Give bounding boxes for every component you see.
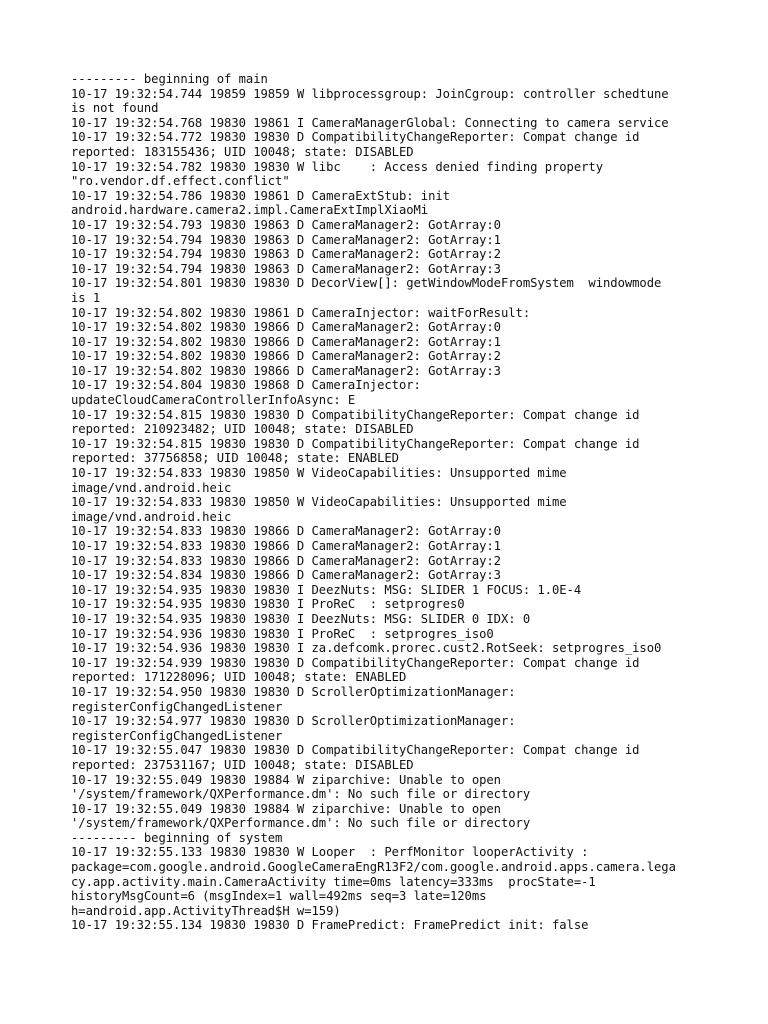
log-line: reported: 237531167; UID 10048; state: DISABLED bbox=[71, 757, 414, 772]
log-line: 10-17 19:32:54.833 19830 19866 D CameraManager2: GotArray:2 bbox=[71, 553, 501, 568]
log-line: is not found bbox=[71, 101, 159, 116]
log-line: 10-17 19:32:54.804 19830 19868 D CameraInjector: bbox=[71, 378, 421, 393]
log-line: 10-17 19:32:54.794 19830 19863 D CameraManager2: GotArray:2 bbox=[71, 247, 501, 262]
log-line: 10-17 19:32:54.939 19830 19830 D CompatibilityChangeReporter: Compat change id bbox=[71, 655, 640, 670]
log-line: 10-17 19:32:54.768 19830 19861 I CameraManagerGlobal: Connecting to camera service bbox=[71, 115, 669, 130]
log-line: 10-17 19:32:54.834 19830 19866 D CameraManager2: GotArray:3 bbox=[71, 568, 501, 583]
log-line: 10-17 19:32:54.977 19830 19830 D ScrollerOptimizationManager: bbox=[71, 714, 516, 729]
log-line: 10-17 19:32:54.802 19830 19866 D CameraManager2: GotArray:2 bbox=[71, 349, 501, 364]
log-line: 10-17 19:32:54.833 19830 19866 D CameraManager2: GotArray:0 bbox=[71, 524, 501, 539]
log-line: '/system/framework/QXPerformance.dm': No such file or directory bbox=[71, 816, 531, 831]
log-line: 10-17 19:32:55.049 19830 19884 W ziparchive: Unable to open bbox=[71, 772, 501, 787]
log-line: --------- beginning of main bbox=[71, 72, 268, 86]
log-line: 10-17 19:32:54.935 19830 19830 I ProReC : setprogres0 bbox=[71, 597, 465, 612]
log-line: 10-17 19:32:54.935 19830 19830 I DeezNuts: MSG: SLIDER 1 FOCUS: 1.0E-4 bbox=[71, 582, 582, 597]
log-line: 10-17 19:32:54.802 19830 19866 D CameraManager2: GotArray:3 bbox=[71, 363, 501, 378]
log-line: 10-17 19:32:54.794 19830 19863 D CameraManager2: GotArray:3 bbox=[71, 261, 501, 276]
log-line: package=com.google.android.GoogleCameraEngR13F2/com.google.android.apps.camera.lega bbox=[71, 860, 676, 875]
log-line: 10-17 19:32:54.936 19830 19830 I ProReC : setprogres_iso0 bbox=[71, 626, 494, 641]
log-line: 10-17 19:32:55.049 19830 19884 W ziparchive: Unable to open bbox=[71, 801, 501, 816]
log-line: image/vnd.android.heic bbox=[71, 480, 232, 495]
log-line: 10-17 19:32:54.801 19830 19830 D DecorView[]: getWindowModeFromSystem windowmode bbox=[71, 276, 662, 291]
log-line: is 1 bbox=[71, 290, 101, 305]
log-line: 10-17 19:32:54.935 19830 19830 I DeezNuts: MSG: SLIDER 0 IDX: 0 bbox=[71, 611, 531, 626]
log-line: 10-17 19:32:54.802 19830 19861 D CameraInjector: waitForResult: bbox=[71, 305, 531, 320]
log-document bbox=[71, 72, 711, 933]
log-line: 10-17 19:32:54.815 19830 19830 D CompatibilityChangeReporter: Compat change id bbox=[71, 436, 640, 451]
log-line: --------- beginning of system bbox=[71, 830, 283, 845]
log-line: 10-17 19:32:54.833 19830 19850 W VideoCapabilities: Unsupported mime bbox=[71, 466, 567, 481]
log-line: h=android.app.ActivityThread$H w=159) bbox=[71, 903, 341, 918]
log-line: cy.app.activity.main.CameraActivity time=0ms latency=333ms procState=-1 bbox=[71, 874, 596, 889]
log-line: 10-17 19:32:54.793 19830 19863 D CameraManager2: GotArray:0 bbox=[71, 217, 501, 232]
log-line: updateCloudCameraControllerInfoAsync: E bbox=[71, 393, 356, 408]
log-line: 10-17 19:32:54.936 19830 19830 I za.defcomk.prorec.cust2.RotSeek: setprogres_iso0 bbox=[71, 641, 662, 656]
log-line: image/vnd.android.heic bbox=[71, 509, 232, 524]
log-line: registerConfigChangedListener bbox=[71, 728, 283, 743]
log-line: 10-17 19:32:54.782 19830 19830 W libc : Access denied finding property bbox=[71, 159, 603, 174]
log-line: "ro.vendor.df.effect.conflict" bbox=[71, 174, 290, 189]
log-line: reported: 171228096; UID 10048; state: ENABLED bbox=[71, 670, 407, 685]
log-line: 10-17 19:32:54.833 19830 19850 W VideoCapabilities: Unsupported mime bbox=[71, 495, 567, 510]
log-line: historyMsgCount=6 (msgIndex=1 wall=492ms seq=3 late=120ms bbox=[71, 889, 487, 904]
log-line: 10-17 19:32:55.134 19830 19830 D FramePredict: FramePredict init: false bbox=[71, 918, 589, 933]
log-line: 10-17 19:32:54.950 19830 19830 D ScrollerOptimizationManager: bbox=[71, 684, 516, 699]
log-line: reported: 210923482; UID 10048; state: DISABLED bbox=[71, 422, 414, 437]
log-line: 10-17 19:32:54.786 19830 19861 D CameraExtStub: init bbox=[71, 188, 450, 203]
log-line: 10-17 19:32:55.133 19830 19830 W Looper : PerfMonitor looperActivity : bbox=[71, 845, 589, 860]
log-line: reported: 183155436; UID 10048; state: DISABLED bbox=[71, 144, 414, 159]
log-line: reported: 37756858; UID 10048; state: ENABLED bbox=[71, 451, 399, 466]
log-line: android.hardware.camera2.impl.CameraExtImplXiaoMi bbox=[71, 203, 429, 218]
log-line: 10-17 19:32:54.815 19830 19830 D CompatibilityChangeReporter: Compat change id bbox=[71, 407, 640, 422]
log-line: 10-17 19:32:54.772 19830 19830 D CompatibilityChangeReporter: Compat change id bbox=[71, 130, 640, 145]
log-line: '/system/framework/QXPerformance.dm': No such file or directory bbox=[71, 787, 531, 802]
log-line: registerConfigChangedListener bbox=[71, 699, 283, 714]
log-line: 10-17 19:32:55.047 19830 19830 D CompatibilityChangeReporter: Compat change id bbox=[71, 743, 640, 758]
log-line: 10-17 19:32:54.794 19830 19863 D CameraManager2: GotArray:1 bbox=[71, 232, 501, 247]
log-line: 10-17 19:32:54.802 19830 19866 D CameraManager2: GotArray:1 bbox=[71, 334, 501, 349]
log-line: 10-17 19:32:54.744 19859 19859 W libprocessgroup: JoinCgroup: controller schedtune bbox=[71, 86, 669, 101]
log-line: 10-17 19:32:54.802 19830 19866 D CameraManager2: GotArray:0 bbox=[71, 320, 501, 335]
log-line: 10-17 19:32:54.833 19830 19866 D CameraManager2: GotArray:1 bbox=[71, 539, 501, 553]
